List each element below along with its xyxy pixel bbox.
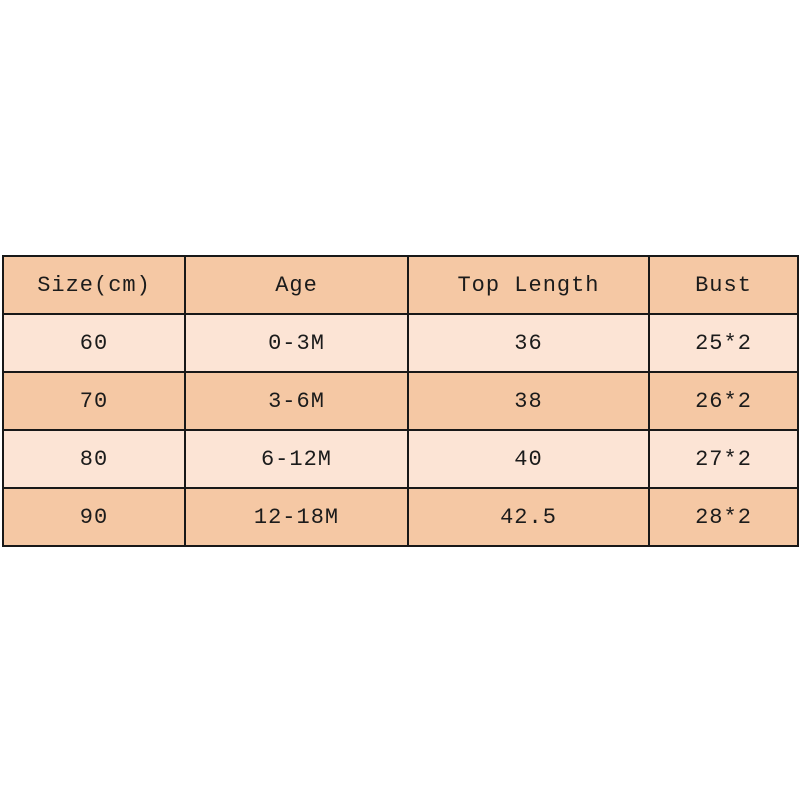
table-row <box>3 488 798 546</box>
cell-bust: 28*2 <box>649 488 798 546</box>
cell-top-length: 42.5 <box>408 488 649 546</box>
cell-size: 90 <box>3 488 185 546</box>
cell-bust: 27*2 <box>649 430 798 488</box>
cell-top-length: 38 <box>408 372 649 430</box>
size-chart-table <box>2 255 799 547</box>
table-row <box>3 372 798 430</box>
column-header-top-length: Top Length <box>408 256 649 314</box>
cell-bust: 26*2 <box>649 372 798 430</box>
cell-top-length: 40 <box>408 430 649 488</box>
cell-size: 60 <box>3 314 185 372</box>
column-header-size: Size(cm) <box>3 256 185 314</box>
table-row <box>3 314 798 372</box>
cell-age: 6-12M <box>185 430 408 488</box>
cell-age: 12-18M <box>185 488 408 546</box>
cell-age: 0-3M <box>185 314 408 372</box>
table-header-row <box>3 256 798 314</box>
cell-bust: 25*2 <box>649 314 798 372</box>
cell-size: 80 <box>3 430 185 488</box>
column-header-bust: Bust <box>649 256 798 314</box>
table-row <box>3 430 798 488</box>
column-header-age: Age <box>185 256 408 314</box>
cell-age: 3-6M <box>185 372 408 430</box>
cell-top-length: 36 <box>408 314 649 372</box>
cell-size: 70 <box>3 372 185 430</box>
